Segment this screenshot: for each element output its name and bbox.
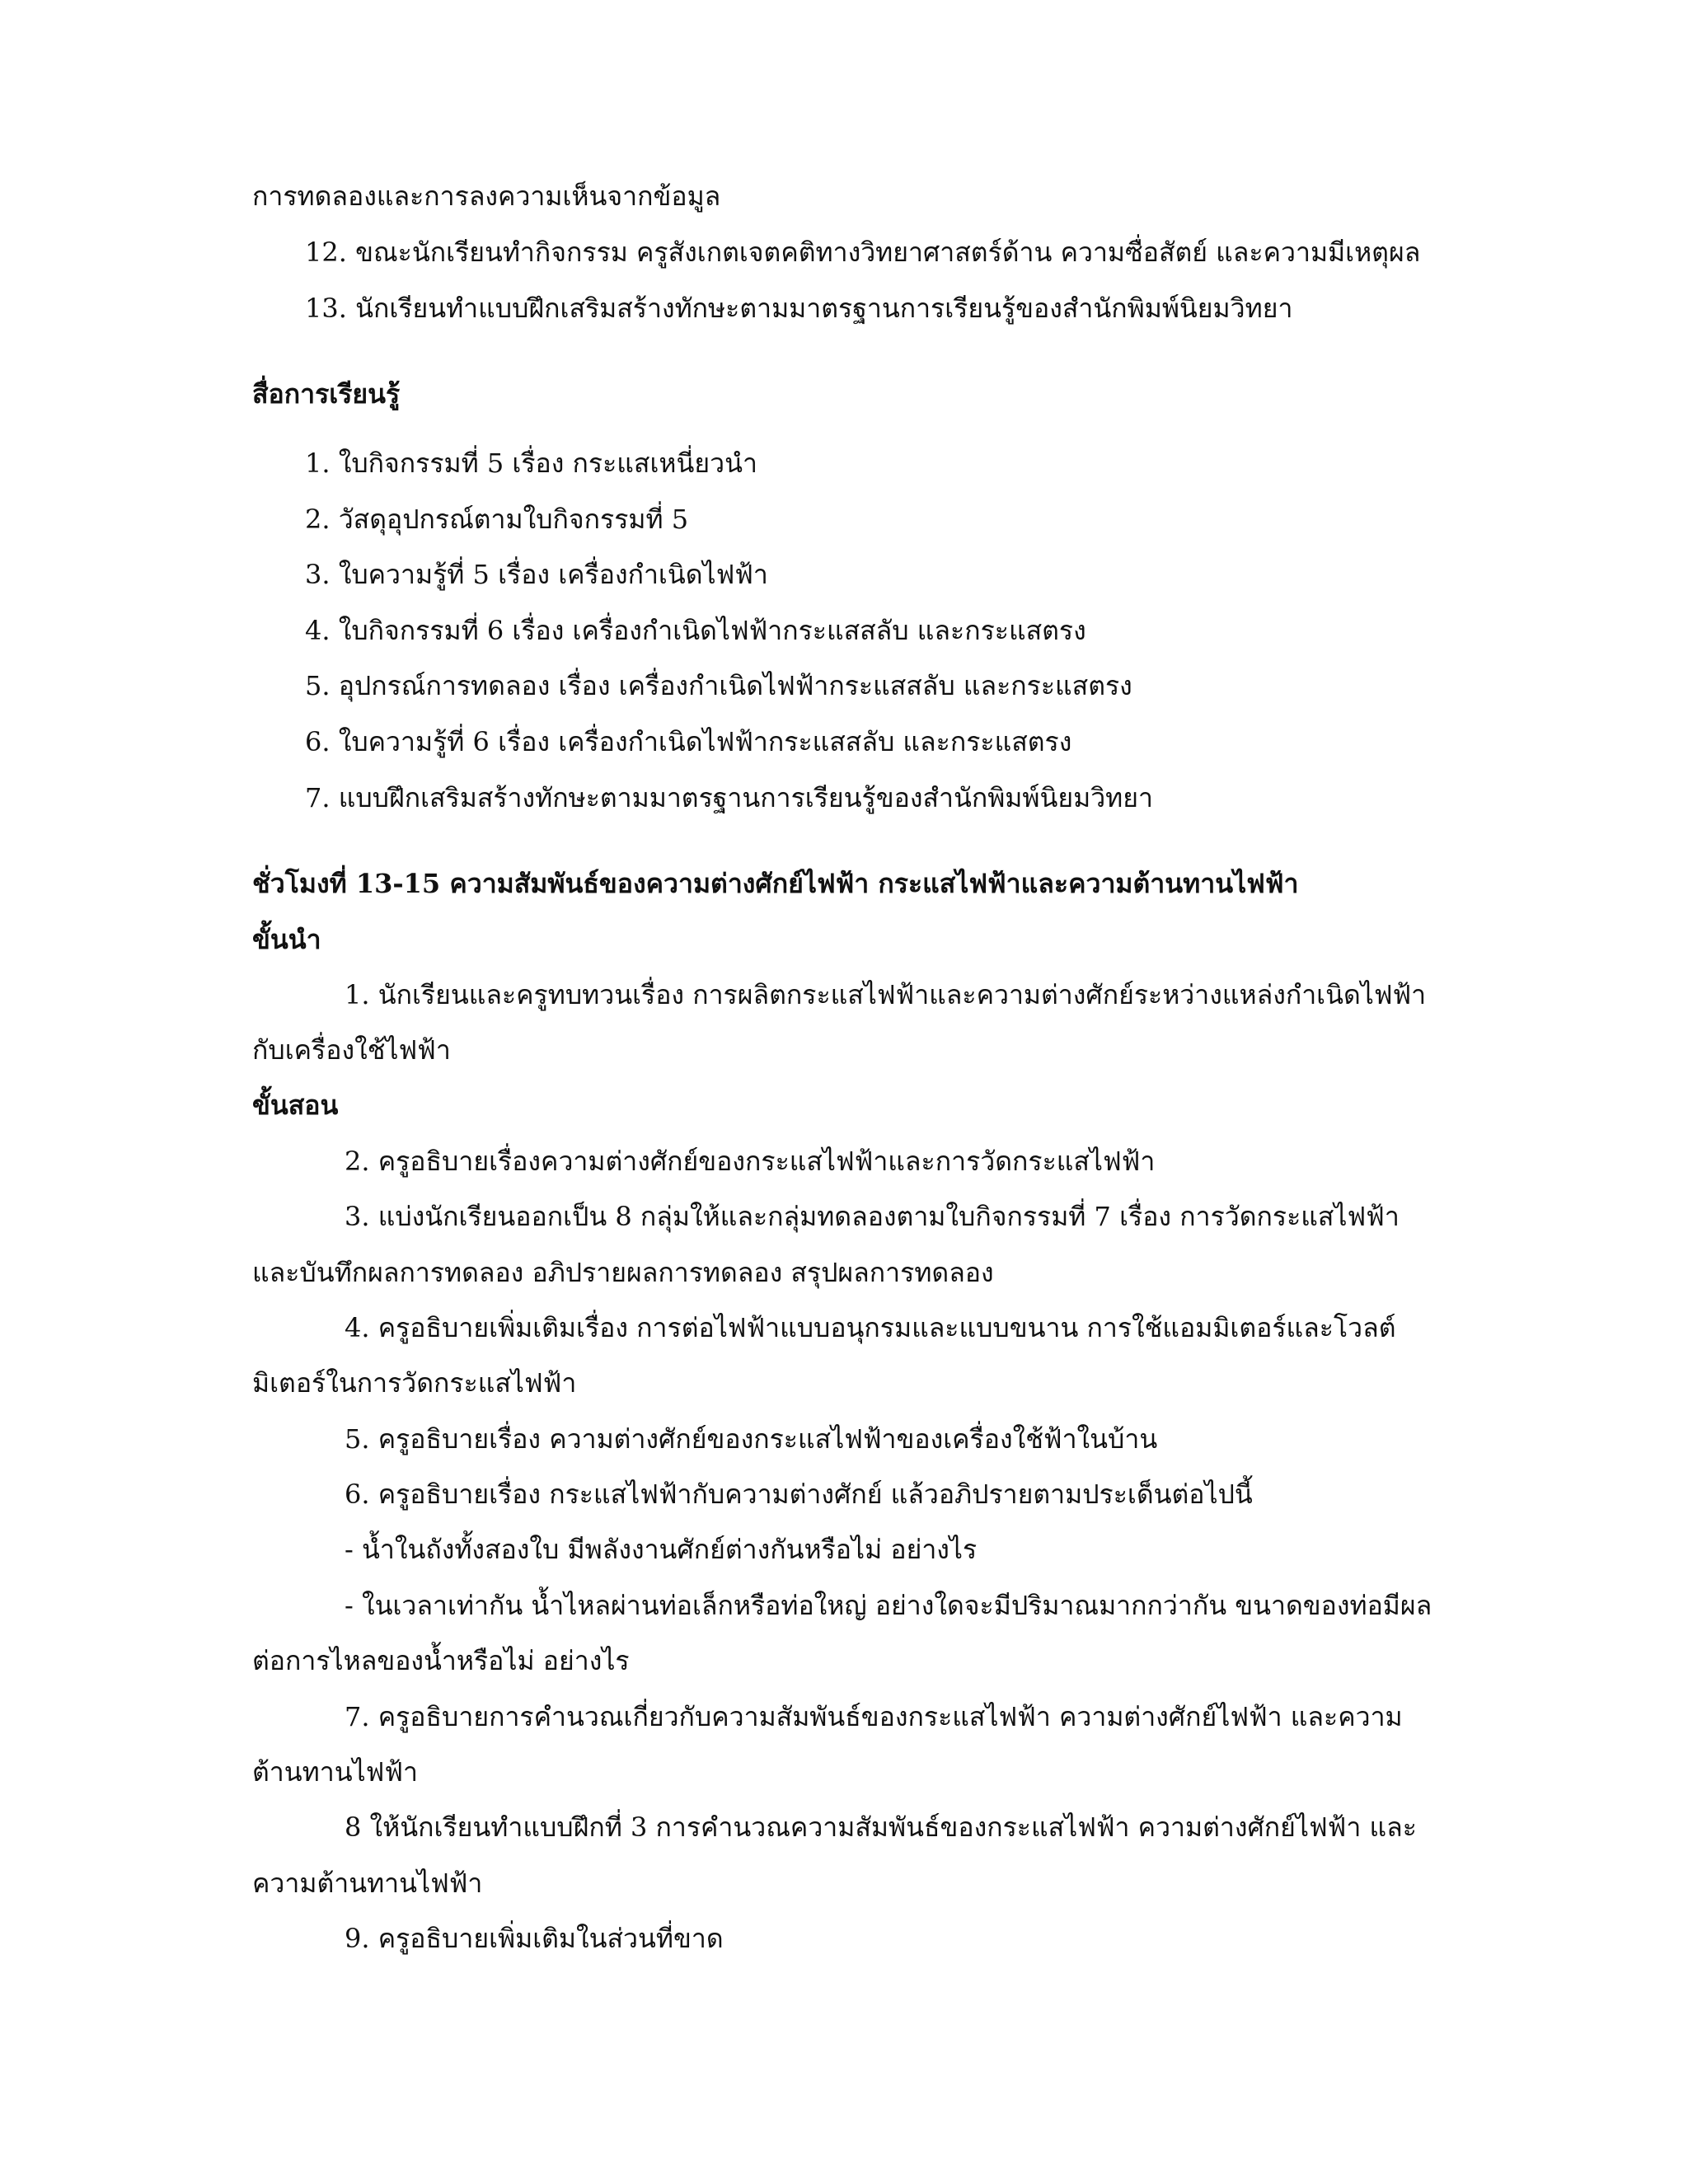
discussion-point-2-cont: ต่อการไหลของน้ำหรือไม่ อย่างไร bbox=[252, 1645, 630, 1676]
continued-line: การทดลองและการลงความเห็นจากข้อมูล bbox=[252, 180, 721, 212]
step-8-cont: ความต้านทานไฟฟ้า bbox=[252, 1868, 483, 1899]
step-3-cont: และบันทึกผลการทดลอง อภิปรายผลการทดลอง สรุปผลการทดลอง bbox=[252, 1257, 994, 1288]
step-7-cont: ต้านทานไฟฟ้า bbox=[252, 1756, 418, 1788]
discussion-point-2: - ในเวลาเท่ากัน น้ำไหลผ่านท่อเล็กหรือท่อใหญ่ อย่างใดจะมีปริมาณมากกว่ากัน ขนาดของท่อมีผล bbox=[345, 1590, 1432, 1621]
step-6: 6. ครูอธิบายเรื่อง กระแสไฟฟ้ากับความต่างศักย์ แล้วอภิปรายตามประเด็นต่อไปนี้ bbox=[345, 1479, 1253, 1510]
media-heading: สื่อการเรียนรู้ bbox=[252, 378, 401, 410]
evaluation-item-12: 12. ขณะนักเรียนทำกิจกรรม ครูสังเกตเจตคติทางวิทยาศาสตร์ด้าน ความซื่อสัตย์ และความมีเหตุผล bbox=[305, 237, 1421, 268]
step-3: 3. แบ่งนักเรียนออกเป็น 8 กลุ่มให้และกลุ่มทดลองตามใบกิจกรรมที่ 7 เรื่อง การวัดกระแสไฟฟ้า bbox=[345, 1201, 1400, 1232]
step-5: 5. ครูอธิบายเรื่อง ความต่างศักย์ของกระแสไฟฟ้าของเครื่องใช้ฟ้าในบ้าน bbox=[345, 1423, 1158, 1455]
media-item-1: 1. ใบกิจกรรมที่ 5 เรื่อง กระแสเหนี่ยวนำ bbox=[305, 448, 757, 479]
step-4-cont: มิเตอร์ในการวัดกระแสไฟฟ้า bbox=[252, 1367, 577, 1399]
media-item-4: 4. ใบกิจกรรมที่ 6 เรื่อง เครื่องกำเนิดไฟฟ้ากระแสสลับ และกระแสตรง bbox=[305, 615, 1086, 646]
media-item-2: 2. วัสดุอุปกรณ์ตามใบกิจกรรมที่ 5 bbox=[305, 504, 689, 535]
intro-step-1: 1. นักเรียนและครูทบทวนเรื่อง การผลิตกระแสไฟฟ้าและความต่างศักย์ระหว่างแหล่งกำเนิดไฟฟ้า bbox=[345, 979, 1427, 1010]
media-item-5: 5. อุปกรณ์การทดลอง เรื่อง เครื่องกำเนิดไฟฟ้ากระแสสลับ และกระแสตรง bbox=[305, 670, 1132, 701]
media-item-3: 3. ใบความรู้ที่ 5 เรื่อง เครื่องกำเนิดไฟฟ้า bbox=[305, 559, 768, 590]
discussion-point-1: - น้ำในถังทั้งสองใบ มีพลังงานศักย์ต่างกันหรือไม่ อย่างไร bbox=[345, 1534, 978, 1565]
evaluation-item-13: 13. นักเรียนทำแบบฝึกเสริมสร้างทักษะตามมาตรฐานการเรียนรู้ของสำนักพิมพ์นิยมวิทยา bbox=[305, 293, 1293, 324]
media-item-6: 6. ใบความรู้ที่ 6 เรื่อง เครื่องกำเนิดไฟฟ้ากระแสสลับ และกระแสตรง bbox=[305, 726, 1072, 757]
steps-heading: ขั้นสอน bbox=[252, 1090, 339, 1121]
step-2: 2. ครูอธิบายเรื่องความต่างศักย์ของกระแสไฟฟ้าและการวัดกระแสไฟฟ้า bbox=[345, 1146, 1156, 1177]
hours-heading: ชั่วโมงที่ 13-15 ความสัมพันธ์ของความต่างศักย์ไฟฟ้า กระแสไฟฟ้าและความต้านทานไฟฟ้า bbox=[252, 868, 1299, 899]
step-4: 4. ครูอธิบายเพิ่มเติมเรื่อง การต่อไฟฟ้าแบบอนุกรมและแบบขนาน การใช้แอมมิเตอร์และโวลต์ bbox=[345, 1312, 1396, 1343]
step-9: 9. ครูอธิบายเพิ่มเติมในส่วนที่ขาด bbox=[345, 1923, 724, 1954]
step-7: 7. ครูอธิบายการคำนวณเกี่ยวกับความสัมพันธ์ของกระแสไฟฟ้า ความต่างศักย์ไฟฟ้า และความ bbox=[345, 1701, 1403, 1732]
step-8: 8 ให้นักเรียนทำแบบฝึกที่ 3 การคำนวณความสัมพันธ์ของกระแสไฟฟ้า ความต่างศักย์ไฟฟ้า และ bbox=[345, 1811, 1417, 1843]
media-item-7: 7. แบบฝึกเสริมสร้างทักษะตามมาตรฐานการเรียนรู้ของสำนักพิมพ์นิยมวิทยา bbox=[305, 782, 1153, 813]
intro-step-1-cont: กับเครื่องใช้ไฟฟ้า bbox=[252, 1034, 451, 1066]
intro-heading: ขั้นนำ bbox=[252, 924, 321, 955]
